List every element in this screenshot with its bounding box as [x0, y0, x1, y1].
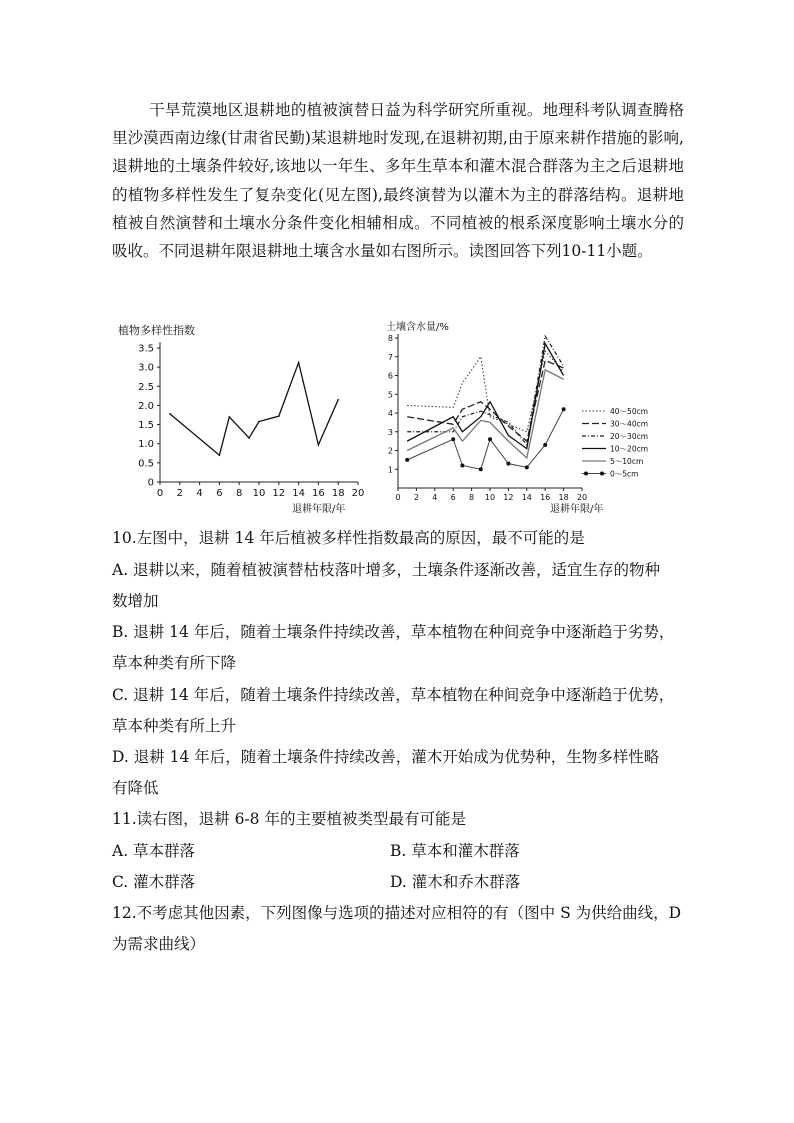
chart2-x-tick-label: 6 [450, 493, 456, 502]
chart2-y-tick-label: 6 [387, 371, 393, 381]
chart2-y-tick-label: 2 [387, 446, 393, 456]
q10-option-b: B. 退耕 14 年后，随着土壤条件持续改善，草本植物在种间竞争中逐渐趋于劣势， [112, 623, 675, 641]
chart1-x-tick-label: 10 [252, 488, 266, 499]
chart2-legend-marker [600, 472, 604, 476]
chart2-y-tick-label: 5 [387, 390, 393, 400]
chart2-y-tick-label: 4 [387, 409, 393, 418]
chart1-x-tick-label: 0 [156, 488, 164, 499]
q12-stem: 12.不考虑其他因素，下列图像与选项的描述对应相符的有（图中 S 为供给曲线，D [112, 904, 682, 922]
diversity-chart [112, 318, 374, 518]
q10-option-b-cont: 草本种类有所下降 [112, 654, 237, 672]
chart2-x-tick-label: 8 [469, 493, 475, 502]
q10-stem: 10.左图中，退耕 14 年后植被多样性指数最高的原因，最不可能的是 [112, 529, 585, 547]
chart1-data-point [278, 415, 280, 417]
chart2-data-point [488, 437, 492, 441]
q10-option-d: D. 退耕 14 年后，随着土壤条件持续改善，灌木开始成为优势种，生物多样性略 [112, 748, 660, 766]
q10-option-a: A. 退耕以来，随着植被演替枯枝落叶增多，土壤条件逐渐改善，适宜生存的物种 [112, 561, 661, 579]
chart2-x-tick-label: 12 [503, 493, 514, 502]
chart1-y-tick-label: 3.5 [138, 343, 154, 355]
chart1-y-tick-label: 3.0 [138, 362, 154, 374]
chart1-data-point [337, 399, 339, 401]
chart2-x-tick-label: 0 [395, 493, 401, 502]
chart1-x-tick-label: 8 [236, 488, 243, 499]
chart2-data-point [460, 464, 464, 468]
chart1-x-tick-label: 12 [272, 488, 286, 499]
chart1-xlabel: 退耕年限/年 [292, 504, 346, 515]
chart2-data-point [525, 465, 529, 469]
chart1-x-tick-label: 4 [196, 488, 203, 499]
chart2-x-tick-label: 4 [432, 493, 438, 502]
q11-option-c: C. 灌木群落 [112, 873, 196, 891]
chart1-data-point [219, 454, 221, 456]
chart1-x-tick-label: 2 [176, 488, 183, 499]
chart2-legend-label: 30～40cm [610, 419, 649, 429]
chart1-data-point [258, 421, 260, 423]
chart2-y-tick-label: 1 [387, 465, 393, 475]
chart2-legend-label: 40～50cm [610, 407, 649, 416]
q11-option-b: B. 草本和灌木群落 [390, 842, 520, 860]
chart2-y-tick-label: 8 [387, 334, 393, 343]
chart1-y-tick-label: 1.5 [138, 420, 154, 432]
chart1-x-tick-label: 6 [216, 488, 223, 499]
chart1-y-tick-label: 1.0 [138, 439, 154, 451]
q10-option-c-cont: 草本种类有所上升 [112, 717, 237, 735]
chart2-data-point [543, 443, 547, 447]
q10-option-d-cont: 有降低 [112, 779, 159, 797]
chart2-legend-label: 10～20cm [610, 444, 649, 454]
chart1-series-line [170, 363, 338, 456]
chart2-data-point [451, 437, 455, 441]
chart1-y-tick-label: 0.5 [138, 458, 154, 470]
chart2-x-tick-label: 10 [484, 493, 496, 502]
chart1-data-point [169, 413, 171, 415]
q11-stem: 11.读右图，退耕 6-8 年的主要植被类型最有可能是 [112, 810, 466, 828]
soil-water-chart [382, 318, 672, 518]
chart2-x-tick-label: 2 [413, 493, 419, 502]
q11-option-a: A. 草本群落 [112, 842, 196, 860]
chart2-data-point [562, 407, 566, 411]
chart1-x-tick-label: 20 [351, 488, 365, 499]
chart2-y-tick-label: 3 [387, 427, 393, 437]
q12-stem-cont: 为需求曲线） [112, 935, 206, 953]
chart2-data-point [405, 458, 409, 462]
chart1-data-point [318, 444, 320, 446]
chart1-x-tick-label: 14 [292, 488, 305, 499]
chart1-x-tick-label: 16 [312, 488, 325, 499]
chart2-xlabel: 退耕年限/年 [550, 504, 604, 515]
chart2-legend-label: 20～30cm [610, 432, 649, 441]
chart2-x-tick-label: 16 [540, 493, 551, 502]
chart1-data-point [229, 416, 231, 418]
chart2-ylabel: 土壤含水量/% [386, 322, 449, 333]
intro-paragraph: 干旱荒漠地区退耕地的植被演替日益为科学研究所重视。地理科考队调查腾格里沙漠西南边缘(甘肃省民勤)某退耕地时发现,在退耕初期,由于原来耕作措施的影响,退耕地的土壤条件较好,该地以一年生、多年生草本和灌木混合群落为主之后退耕地的植物多样性发生了复杂变化(见左图),最终演替为以灌木为主的群落结构。退耕地植被自然演替和土壤水分条件变化相辅相成。不同植被的根系深度影响土壤水分的吸收。不同退耕年限退耕地土壤含水量如右图所示。读图回答下列10-11小题。 [112, 101, 684, 261]
chart2-data-point [479, 467, 483, 471]
chart1-y-tick-label: 2.0 [138, 400, 154, 412]
chart1-data-point [248, 437, 250, 439]
q10-option-a-cont: 数增加 [112, 592, 159, 610]
chart2-legend-marker [584, 472, 588, 476]
chart2-y-tick-label: 7 [387, 352, 393, 362]
chart1-y-tick-label: 2.5 [138, 381, 154, 393]
chart1-y-tick-label: 0 [147, 477, 154, 489]
chart1-ylabel: 植物多样性指数 [118, 324, 195, 337]
chart2-data-point [506, 462, 510, 466]
chart2-legend-label: 0～5cm [610, 469, 639, 479]
chart1-x-tick-label: 18 [331, 488, 345, 499]
q11-option-d: D. 灌木和乔木群落 [390, 873, 521, 891]
chart2-x-tick-label: 20 [576, 493, 588, 502]
q10-option-c: C. 退耕 14 年后，随着土壤条件持续改善，草本植物在种间竞争中逐渐趋于优势， [112, 686, 675, 704]
chart2-x-tick-label: 18 [558, 493, 569, 502]
chart1-data-point [298, 362, 300, 364]
chart2-x-tick-label: 14 [521, 493, 532, 502]
chart2-legend-label: 5～10cm [610, 457, 644, 466]
